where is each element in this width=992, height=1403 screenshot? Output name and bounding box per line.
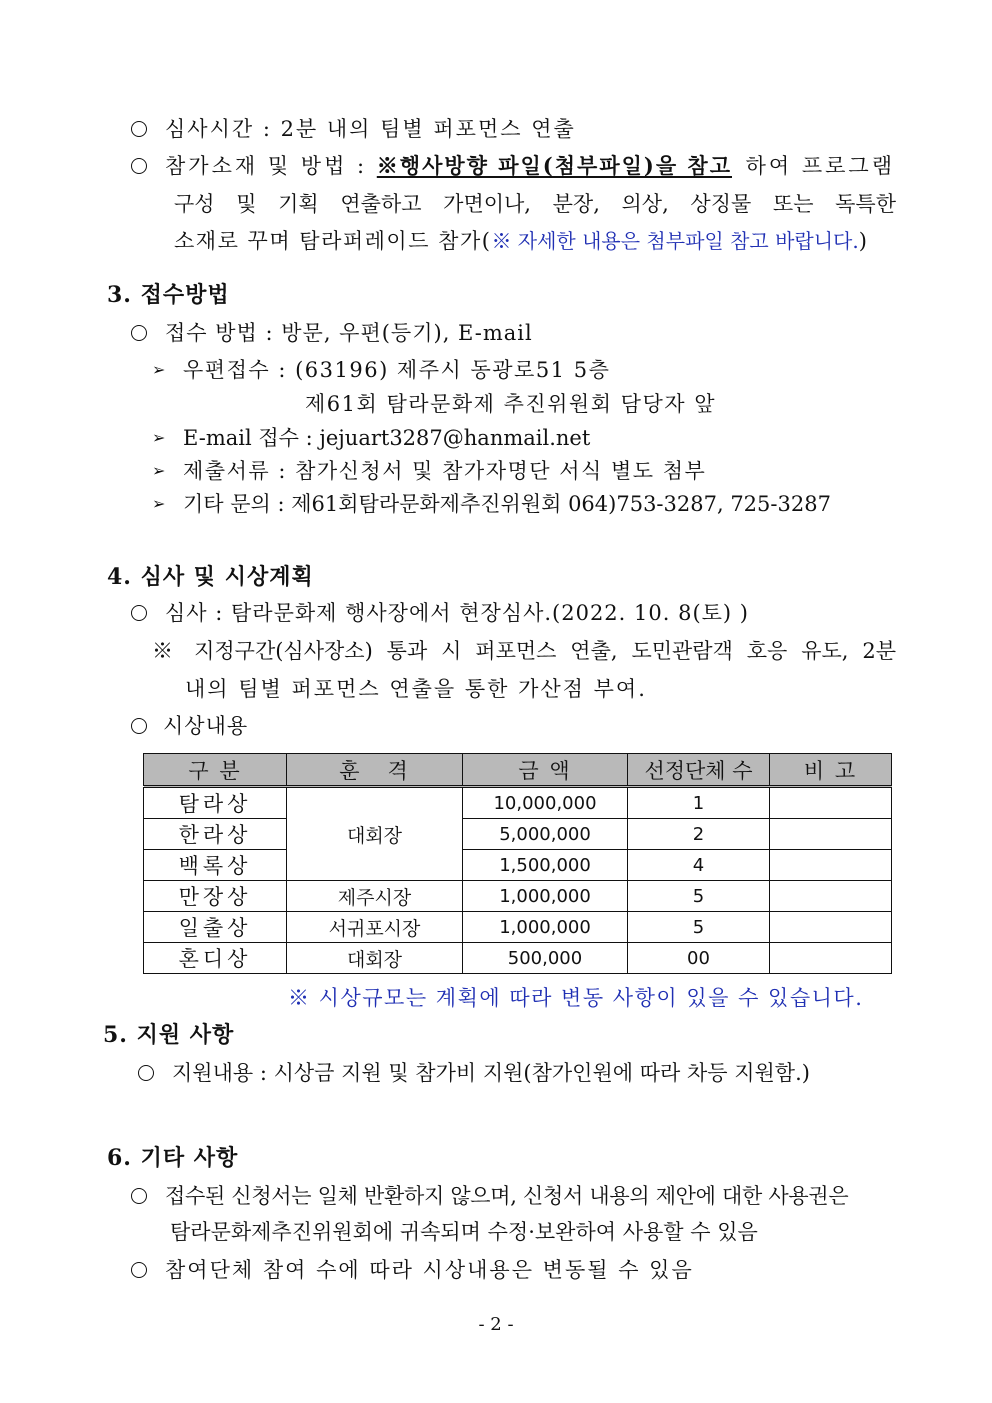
- paren-close: ): [858, 229, 867, 253]
- section-3-heading: 3. 접수방법: [107, 282, 230, 308]
- table-row: [144, 819, 892, 850]
- section-4-heading: 4. 심사 및 시상계획: [107, 564, 314, 590]
- award-grade: 대회장: [287, 943, 463, 974]
- arrow-bullet-icon: ➢: [152, 494, 166, 513]
- judging-note-line1: ※ 지정구간(심사장소) 통과 시 퍼포먼스 연출, 도민관람객 호응 유도, 2분: [152, 639, 896, 663]
- arrow-bullet-icon: ➢: [152, 360, 166, 379]
- misc-item-1-line2: 탐라문화제추진위원회에 귀속되며 수정·보완하여 사용할 수 있음: [170, 1220, 758, 1244]
- bullet-circle-icon: [131, 121, 147, 137]
- award-amount: 10,000,000: [463, 787, 628, 819]
- required-documents: 제출서류 : 참가신청서 및 참가자명단 서식 별도 첨부: [183, 459, 707, 483]
- award-kind: 일출상: [144, 912, 287, 943]
- header-category: 구 분: [144, 754, 287, 787]
- award-amount: 1,000,000: [463, 881, 628, 912]
- table-row: [144, 787, 892, 819]
- award-count: 5: [628, 881, 770, 912]
- submission-method: 접수 방법 : 방문, 우편(등기), E-mail: [165, 321, 533, 345]
- award-grade: 서귀포시장: [287, 912, 463, 943]
- arrow-bullet-icon: ➢: [152, 428, 166, 447]
- header-remarks: 비 고: [770, 754, 892, 787]
- award-kind: 백록상: [144, 850, 287, 881]
- award-count: 4: [628, 850, 770, 881]
- misc-item-1-line1: 접수된 신청서는 일체 반환하지 않으며, 신청서 내용의 제안에 대한 사용권은: [165, 1184, 849, 1208]
- judging-note-line2: 내의 팀별 퍼포먼스 연출을 통한 가산점 부여.: [185, 677, 647, 701]
- award-count: 2: [628, 819, 770, 850]
- award-amount: 5,000,000: [463, 819, 628, 850]
- bullet-circle-icon: [131, 1188, 147, 1204]
- attachment-reference-note: ※ 자세한 내용은 첨부파일 참고 바랍니다.: [491, 229, 859, 253]
- judging-time: 심사시간 : 2분 내의 팀별 퍼포먼스 연출: [165, 117, 576, 141]
- table-row: [144, 881, 892, 912]
- participation-method-ref: ※행사방향 파일(첨부파일)을 참고: [376, 153, 732, 178]
- award-content-label: 시상내용: [163, 714, 249, 738]
- award-count: 00: [628, 943, 770, 974]
- bullet-circle-icon: [131, 325, 147, 341]
- participation-method-line3-text: 소재로 꾸며 탐라퍼레이드 참가(: [174, 229, 492, 253]
- award-grade: 제주시장: [287, 881, 463, 912]
- award-count: 5: [628, 912, 770, 943]
- award-remarks: [770, 912, 892, 943]
- participation-method: [165, 152, 895, 180]
- award-amount: 1,500,000: [463, 850, 628, 881]
- table-row: [144, 943, 892, 974]
- header-amount: 금 액: [463, 754, 628, 787]
- postal-submission: 우편접수 : (63196) 제주시 동광로51 5층: [183, 358, 611, 382]
- judging-info: 심사 : 탐라문화제 행사장에서 현장심사.(2022. 10. 8(토) ): [165, 601, 749, 625]
- award-remarks: [770, 943, 892, 974]
- section-6-heading: 6. 기타 사항: [107, 1145, 239, 1171]
- bullet-circle-icon: [138, 1065, 154, 1081]
- award-remarks: [770, 819, 892, 850]
- participation-method-line3: [174, 227, 896, 255]
- bullet-circle-icon: [131, 1262, 147, 1278]
- other-inquiries: 기타 문의 : 제61회탐라문화제추진위원회 064)753-3287, 725-3287: [183, 492, 831, 516]
- misc-item-2: 참여단체 참여 수에 따라 시상내용은 변동될 수 있음: [165, 1258, 694, 1282]
- email-submission: E-mail 접수 : jejuart3287@hanmail.net: [183, 426, 591, 450]
- support-content: 지원내용 : 시상금 지원 및 참가비 지원(참가인원에 따라 차등 지원함.): [172, 1061, 810, 1085]
- award-count: 1: [628, 787, 770, 819]
- award-kind: 탐라상: [144, 787, 287, 819]
- award-amount: 500,000: [463, 943, 628, 974]
- section-5-heading: 5. 지원 사항: [103, 1022, 235, 1048]
- header-count: 선정단체 수: [628, 754, 770, 787]
- table-row: [144, 912, 892, 943]
- award-remarks: [770, 850, 892, 881]
- bullet-circle-icon: [131, 158, 147, 174]
- header-grade: 훈 격: [287, 754, 463, 787]
- table-row: [144, 850, 892, 881]
- participation-method-label: 참가소재 및 방법 :: [165, 154, 377, 178]
- arrow-bullet-icon: ➢: [152, 461, 166, 480]
- award-table-header: [144, 754, 892, 787]
- award-grade: 대회장: [287, 787, 463, 881]
- page-number: - 2 -: [478, 1314, 514, 1335]
- postal-recipient: 제61회 탐라문화제 추진위원회 담당자 앞: [305, 392, 716, 416]
- award-table: [143, 753, 892, 974]
- participation-method-tail: 하여 프로그램: [745, 154, 895, 178]
- award-scale-note: ※ 시상규모는 계획에 따라 변동 사항이 있을 수 있습니다.: [288, 986, 864, 1010]
- award-kind: 만장상: [144, 881, 287, 912]
- award-remarks: [770, 787, 892, 819]
- participation-method-line2: 구성 및 기획 연출하고 가면이나, 분장, 의상, 상징물 또는 독특한: [174, 192, 896, 216]
- bullet-circle-icon: [131, 718, 147, 734]
- bullet-circle-icon: [131, 605, 147, 621]
- award-kind: 혼디상: [144, 943, 287, 974]
- award-kind: 한라상: [144, 819, 287, 850]
- award-amount: 1,000,000: [463, 912, 628, 943]
- award-remarks: [770, 881, 892, 912]
